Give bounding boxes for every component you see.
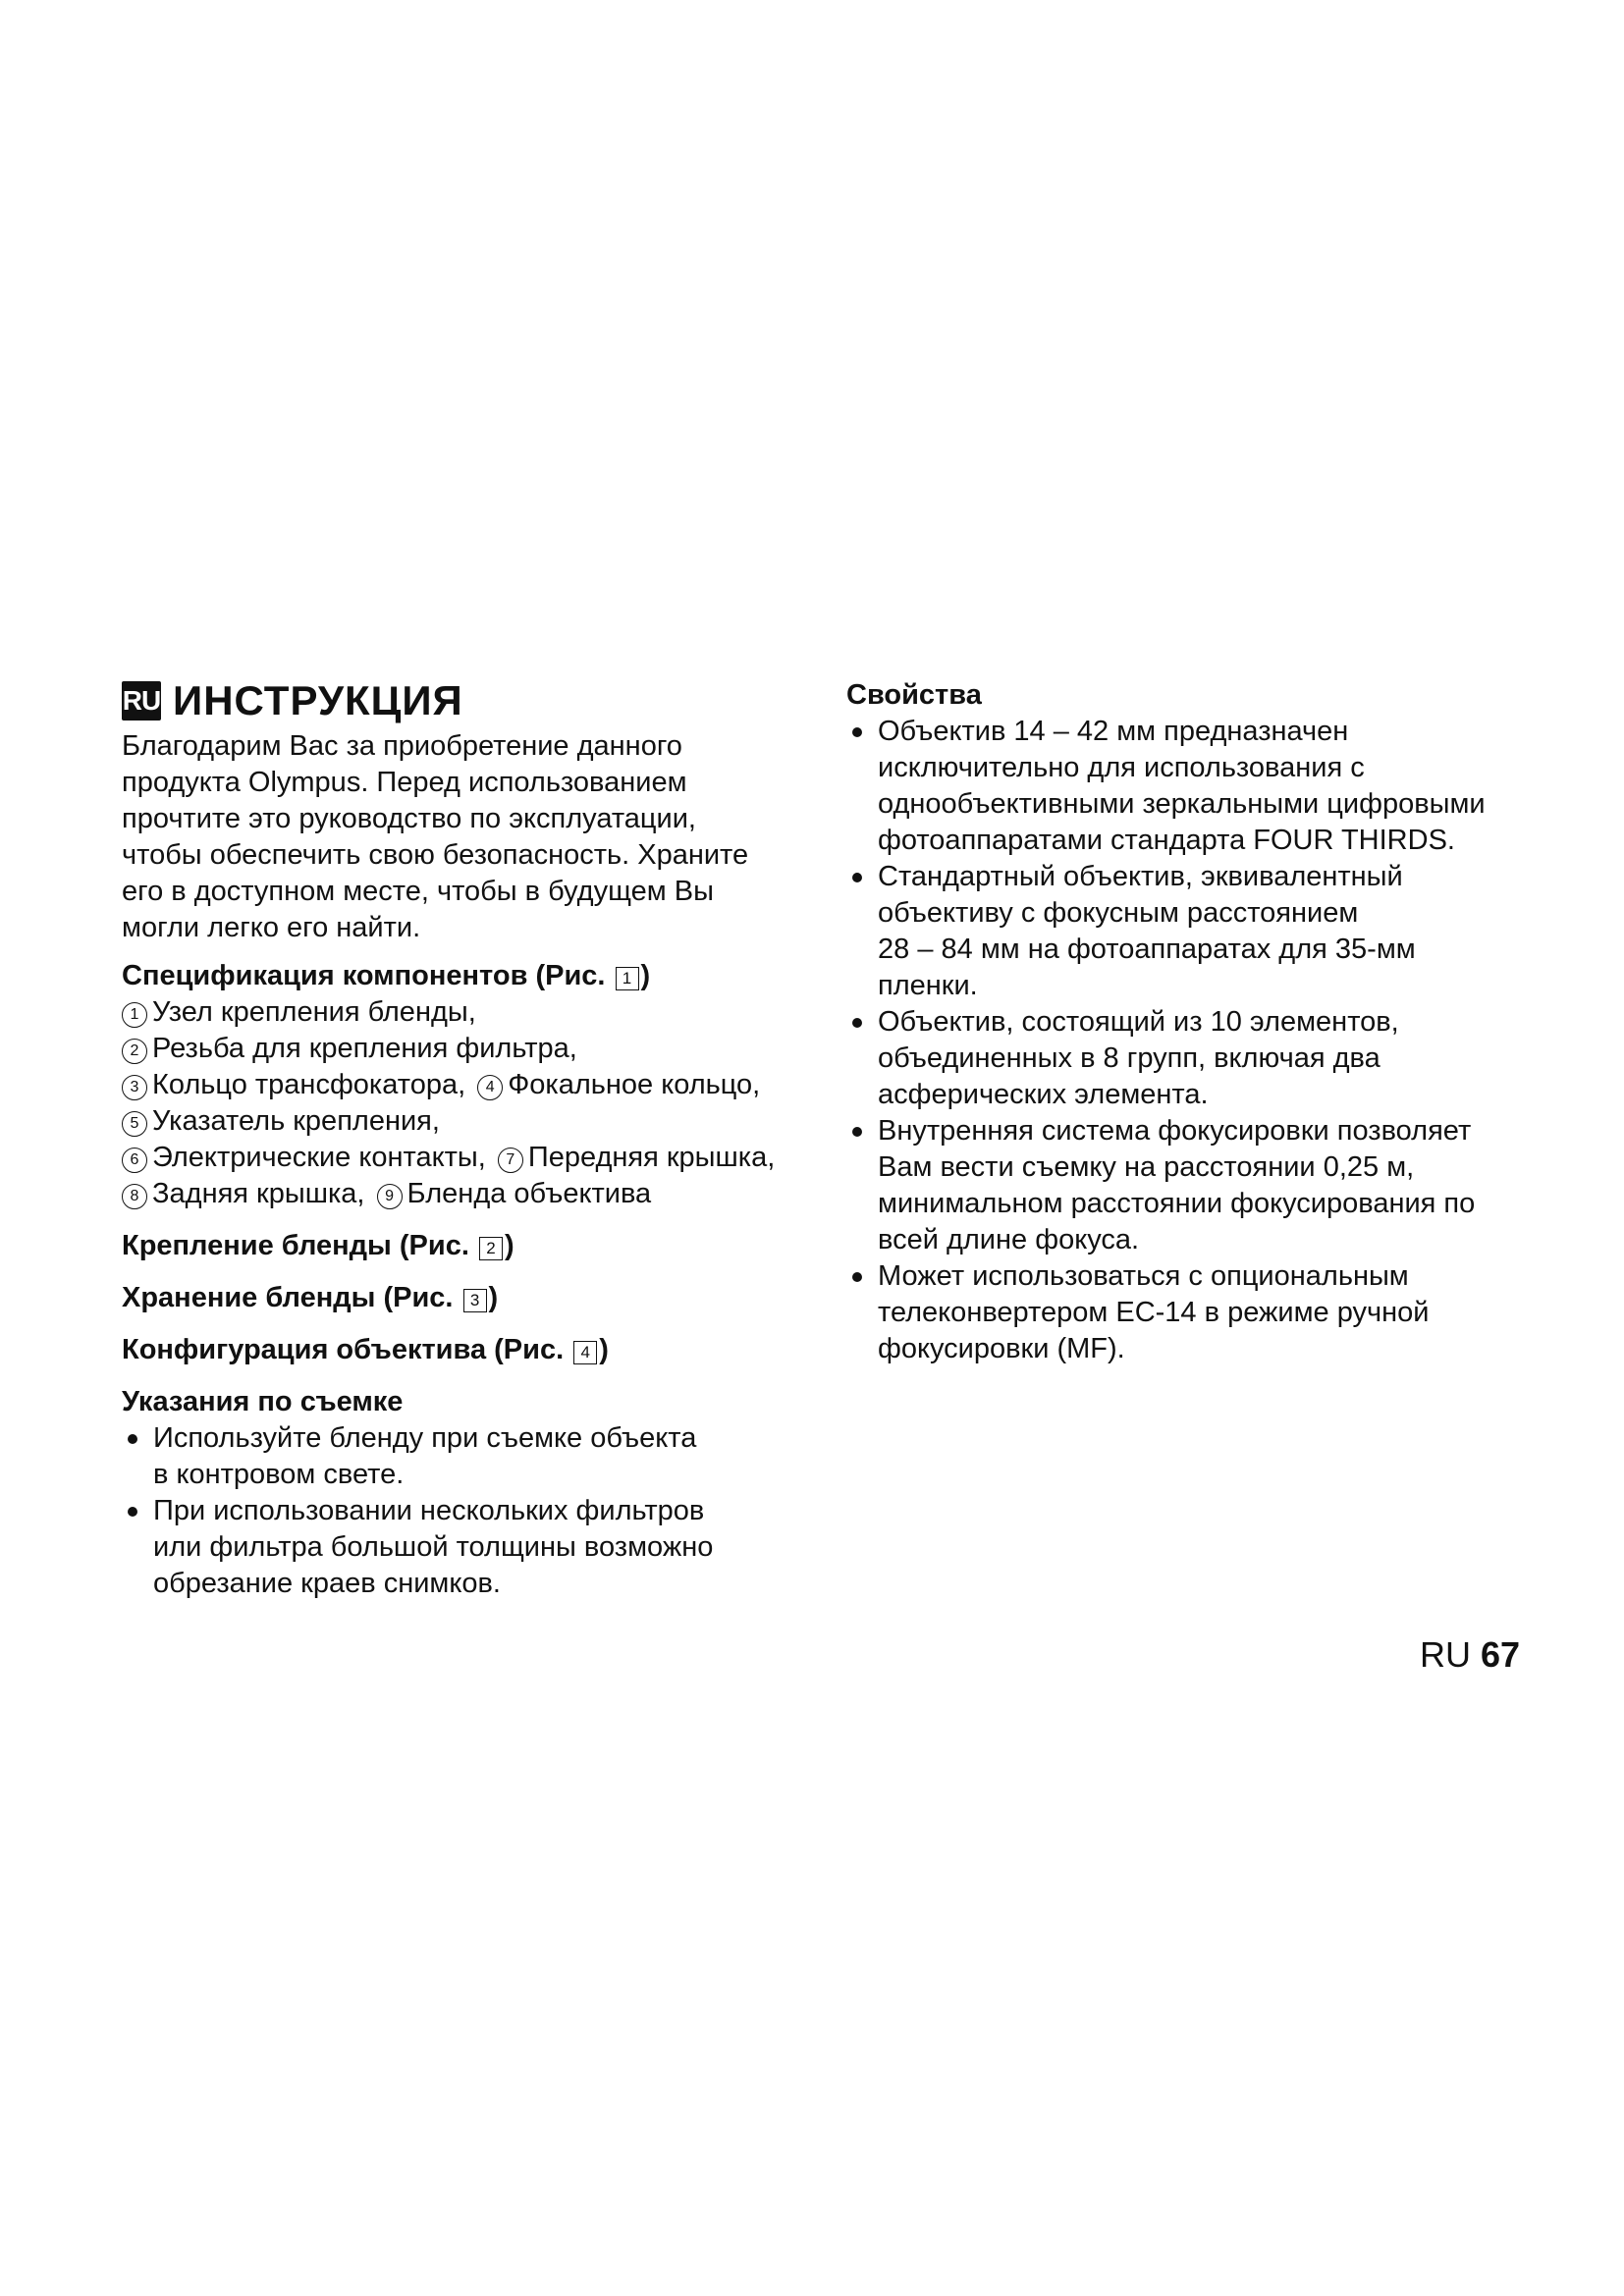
intro-line: прочтите это руководство по эксплуатации, xyxy=(122,803,696,834)
figure-ref-icon: 3 xyxy=(463,1289,487,1312)
intro-paragraph xyxy=(122,728,799,946)
hood-attach-heading: Крепление бленды (Рис. 2 ) xyxy=(122,1230,514,1261)
intro-line: могли легко его найти. xyxy=(122,912,421,943)
intro-line: продукта Olympus. Перед использованием xyxy=(122,767,687,798)
list-item: Используйте бленду при съемке объекта в контровом свете. xyxy=(122,1420,799,1493)
circled-number-icon: 5 xyxy=(122,1111,147,1137)
list-item: Объектив 14 – 42 мм предназначен исключительно для использования с однообъективными зеркальными цифровыми фотоаппаратами стандарта FOUR THIRDS. xyxy=(846,714,1534,859)
circled-number-icon: 3 xyxy=(122,1075,147,1100)
page-language: RU xyxy=(1420,1634,1471,1675)
circled-number-icon: 6 xyxy=(122,1148,147,1173)
circled-number-icon: 7 xyxy=(498,1148,523,1173)
parts-list xyxy=(122,994,799,1212)
circled-number-icon: 8 xyxy=(122,1184,147,1209)
circled-number-icon: 1 xyxy=(122,1002,147,1028)
page-title: ИНСТРУКЦИЯ xyxy=(173,677,463,723)
page-number xyxy=(1420,1633,1520,1677)
figure-ref-icon: 4 xyxy=(573,1341,597,1364)
list-item: 6 Электрические контакты, 7 Передняя крышка, xyxy=(122,1140,799,1176)
list-item: 5 Указатель крепления, xyxy=(122,1103,799,1140)
shooting-heading: Указания по съемке xyxy=(122,1386,404,1417)
language-badge: RU xyxy=(122,681,161,721)
figure-ref-icon: 1 xyxy=(616,967,639,990)
title-row xyxy=(122,677,799,724)
intro-line: его в доступном месте, чтобы в будущем Вы xyxy=(122,876,714,907)
list-item: 1 Узел крепления бленды, xyxy=(122,994,799,1031)
circled-number-icon: 2 xyxy=(122,1039,147,1064)
list-item: Может использоваться с опциональным телеконвертером EC-14 в режиме ручной фокусировки (MF). xyxy=(846,1258,1534,1367)
list-item: Стандартный объектив, эквивалентный объективу с фокусным расстоянием 28 – 84 мм на фотоаппаратах для 35-мм пленки. xyxy=(846,859,1534,1004)
circled-number-icon: 4 xyxy=(477,1075,503,1100)
intro-line: чтобы обеспечить свою безопасность. Храните xyxy=(122,839,749,871)
list-item: 3 Кольцо трансфокатора, 4 Фокальное кольцо, xyxy=(122,1067,799,1103)
list-item: Объектив, состоящий из 10 элементов, объединенных в 8 групп, включая два асферических элемента. xyxy=(846,1004,1534,1113)
spec-heading: Спецификация компонентов (Рис. 1 ) xyxy=(122,960,651,991)
circled-number-icon: 9 xyxy=(377,1184,403,1209)
hood-storage-heading: Хранение бленды (Рис. 3 ) xyxy=(122,1282,499,1313)
right-column xyxy=(846,677,1534,1367)
list-item: 8 Задняя крышка, 9 Бленда объектива xyxy=(122,1176,799,1212)
list-item: При использовании нескольких фильтров или фильтра большой толщины возможно обрезание краев снимков. xyxy=(122,1493,799,1602)
list-item: 2 Резьба для крепления фильтра, xyxy=(122,1031,799,1067)
left-column xyxy=(122,677,799,1602)
features-heading: Свойства xyxy=(846,679,982,711)
lens-config-heading: Конфигурация объектива (Рис. 4 ) xyxy=(122,1334,609,1365)
features-list xyxy=(846,714,1534,1367)
list-item: Внутренняя система фокусировки позволяет Вам вести съемку на расстоянии 0,25 м, минимальном расстоянии фокусирования по всей длине фокуса. xyxy=(846,1113,1534,1258)
figure-ref-icon: 2 xyxy=(479,1237,503,1260)
page-number-value: 67 xyxy=(1481,1634,1521,1675)
shooting-tips-list xyxy=(122,1420,799,1602)
intro-line: Благодарим Вас за приобретение данного xyxy=(122,730,682,762)
